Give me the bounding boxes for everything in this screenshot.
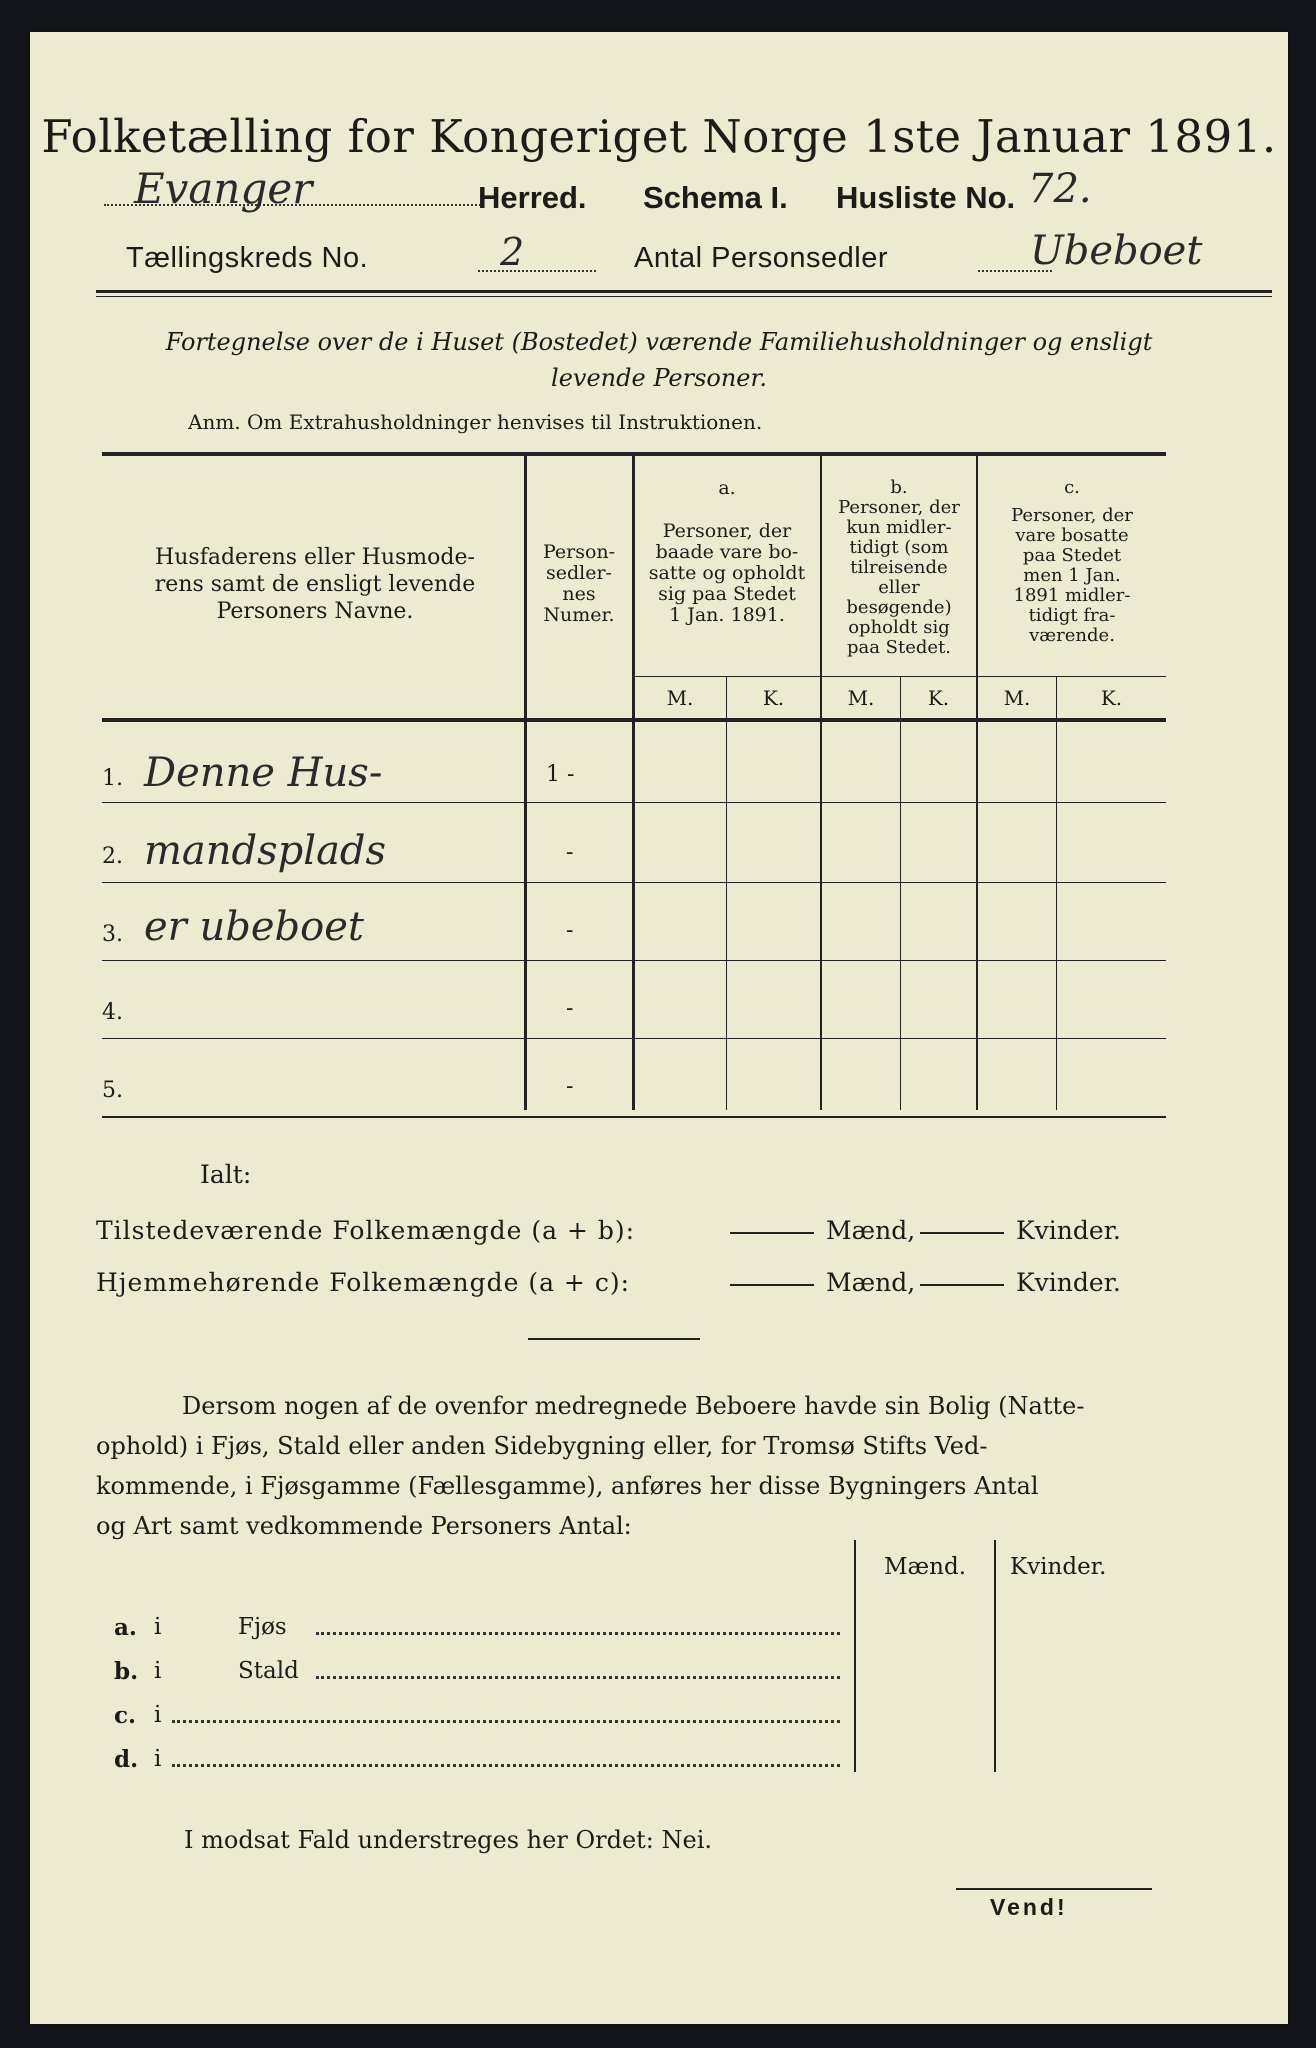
tilstede-label: Tilstedeværende Folkemængde (a + b): [96, 1216, 636, 1245]
item-i: i [154, 1614, 162, 1640]
nei-note: I modsat Fald understreges her Ordet: Nei. [184, 1826, 713, 1854]
col-c-k: K. [1100, 686, 1123, 710]
num-header-line1: Person- [542, 541, 616, 563]
husliste-label: Husliste No. [836, 180, 1016, 215]
intro-line2: levende Personer. [551, 364, 767, 392]
col-b-line1: Personer, der [838, 497, 960, 518]
herred-value: Evanger [134, 164, 313, 213]
col-c-line3: paa Stedet [1022, 545, 1122, 566]
hjemme-maend: Mænd, [826, 1268, 916, 1297]
kreds-value: 2 [500, 230, 525, 274]
building-col-maend: Mænd. [883, 1554, 967, 1580]
col-c-line6: tidigt fra- [1028, 605, 1116, 626]
footer-para-line4: og Art samt vedkommende Personers Antal: [96, 1512, 632, 1540]
row-number: 2. [102, 844, 123, 869]
item-label: Fjøs [238, 1614, 287, 1640]
row-person-number: - [566, 840, 574, 865]
item-i: i [154, 1746, 162, 1772]
name-header-line2: rens samt de ensligt levende [154, 572, 476, 597]
col-c-line4: men 1 Jan. [1023, 565, 1121, 586]
form-title: Folketælling for Kongeriget Norge 1ste Januar 1891. [41, 110, 1277, 163]
col-b-line7: opholdt sig [848, 617, 950, 638]
col-b-line4: tilreisende [850, 557, 948, 578]
col-a-letter: a. [718, 477, 736, 499]
num-header-line3: nes [562, 583, 596, 605]
anm-note: Anm. Om Extrahusholdninger henvises til Instruktionen. [188, 410, 763, 434]
item-letter: c. [114, 1702, 137, 1729]
col-a-line2: baade vare bo- [655, 541, 799, 563]
col-b-line3: tidigt (som [849, 537, 949, 558]
col-b-m: M. [847, 686, 875, 710]
item-i: i [154, 1658, 162, 1684]
schema-label: Schema I. [643, 180, 788, 215]
kreds-label: Tællingskreds No. [126, 242, 369, 274]
col-a-m: M. [666, 686, 694, 710]
item-label: Stald [238, 1658, 299, 1684]
col-a-line5: 1 Jan. 1891. [669, 604, 785, 626]
hjemme-kvinder: Kvinder. [1016, 1268, 1121, 1297]
row-person-number: - [566, 1074, 574, 1099]
col-c-m: M. [1003, 686, 1031, 710]
footer-para-line3: kommende, i Fjøsgamme (Fællesgamme), anføres her disse Bygningers Antal [96, 1472, 1039, 1500]
num-header-line2: sedler- [546, 562, 612, 584]
name-header-line1: Husfaderens eller Husmode- [155, 545, 475, 570]
col-c-letter: c. [1064, 477, 1080, 498]
row-name: Denne Hus- [144, 750, 383, 796]
col-b-k: K. [927, 686, 950, 710]
row-number: 1. [102, 766, 123, 791]
personsedler-value: Ubeboet [1030, 228, 1203, 274]
row-name: mandsplads [144, 828, 387, 874]
herred-label: Herred. [478, 180, 587, 215]
col-c-line2: vare bosatte [1015, 525, 1129, 546]
item-letter: a. [114, 1614, 137, 1641]
col-a-line4: sig paa Stedet [658, 583, 796, 605]
husliste-value: 72. [1028, 166, 1092, 212]
col-c-line1: Personer, der [1011, 505, 1133, 526]
col-a-line1: Personer, der [662, 520, 792, 542]
row-number: 4. [102, 1000, 123, 1025]
tilstede-maend: Mænd, [826, 1216, 916, 1245]
section-divider [528, 1338, 700, 1340]
item-i: i [154, 1702, 162, 1728]
row-person-number: - [566, 996, 574, 1021]
row-name: er ubeboet [144, 904, 364, 950]
col-a-k: K. [762, 686, 785, 710]
row-number: 5. [102, 1078, 123, 1103]
col-b-line5: eller [878, 577, 920, 598]
tilstede-kvinder: Kvinder. [1016, 1216, 1121, 1245]
col-c-line7: værende. [1029, 625, 1115, 646]
census-form [30, 32, 1288, 2024]
col-b-letter: b. [890, 477, 908, 498]
row-number: 3. [102, 922, 123, 947]
personsedler-label: Antal Personsedler [634, 242, 889, 274]
footer-para-line2: ophold) i Fjøs, Stald eller anden Sidebygning eller, for Tromsø Stifts Ved- [96, 1432, 988, 1460]
col-b-line8: paa Stedet. [846, 637, 952, 658]
footer-para-line1: Dersom nogen af de ovenfor medregnede Beboere havde sin Bolig (Natte- [182, 1392, 1085, 1420]
col-c-line5: 1891 midler- [1013, 585, 1131, 606]
ialt-label: Ialt: [200, 1160, 252, 1189]
row-person-number: 1 - [546, 762, 575, 787]
name-header-line3: Personers Navne. [216, 599, 414, 624]
col-b-line2: kun midler- [846, 517, 952, 538]
col-a-line3: satte og opholdt [648, 562, 806, 584]
building-col-kvinder: Kvinder. [1010, 1554, 1107, 1580]
col-b-line6: besøgende) [846, 597, 952, 618]
row-person-number: - [566, 918, 574, 943]
intro-line1: Fortegnelse over de i Huset (Bostedet) værende Familiehusholdninger og ensligt [165, 328, 1153, 356]
item-letter: b. [114, 1658, 139, 1685]
hjemme-label: Hjemmehørende Folkemængde (a + c): [96, 1268, 630, 1297]
item-letter: d. [114, 1746, 139, 1773]
vend-label: Vend! [990, 1894, 1068, 1920]
num-header-line4: Numer. [543, 604, 615, 626]
